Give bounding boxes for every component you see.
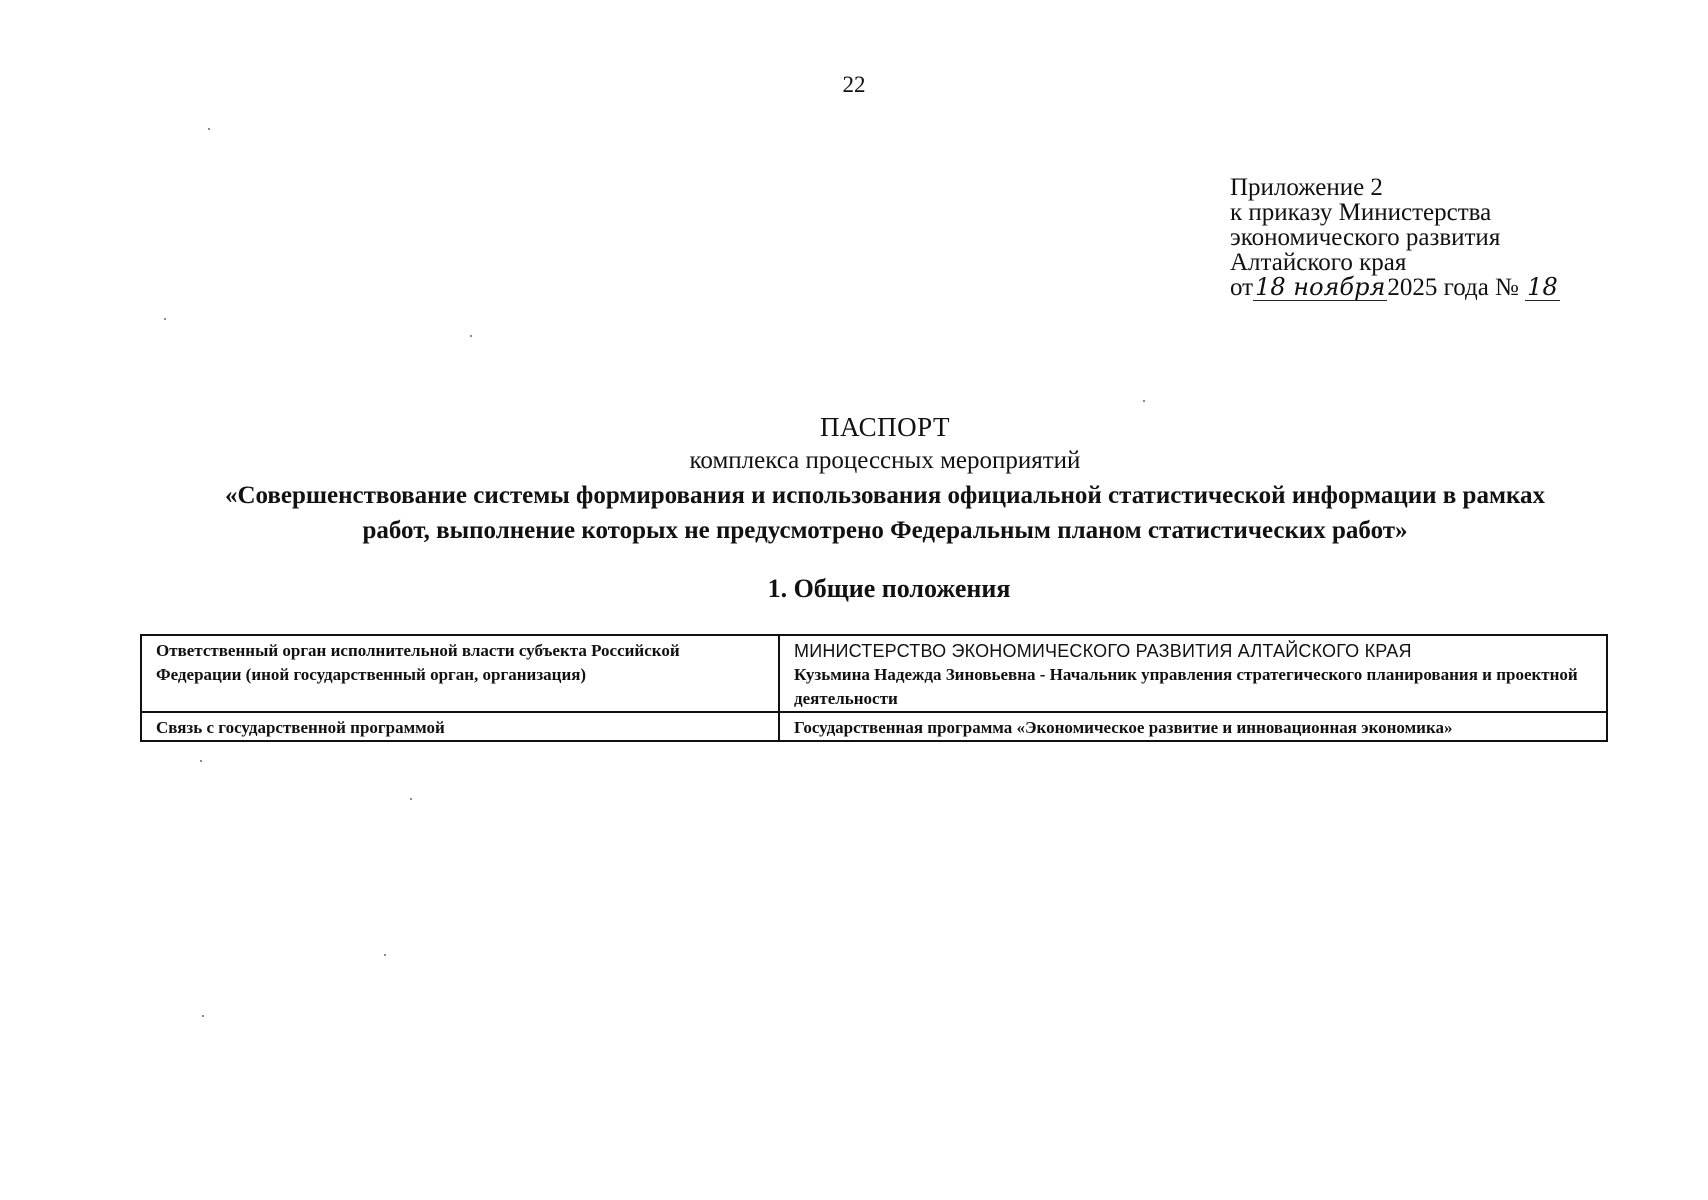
responsible-body-label: Ответственный орган исполнительной власти субъекта Российской Федерации (иной государственный орган, организация): [141, 635, 779, 712]
appendix-line-1: Приложение 2: [1230, 174, 1383, 201]
appendix-date-line: [1230, 275, 1560, 301]
scan-speck: [470, 335, 472, 337]
scan-speck: [202, 1015, 204, 1017]
complex-name-line-1: «Совершенствование системы формирования и использования официальной статистической информации в рамках: [224, 482, 1546, 509]
general-provisions-table: [140, 634, 1608, 742]
program-link-value: Государственная программа «Экономическое развитие и инновационная экономика»: [779, 712, 1607, 741]
page-number: 22: [842, 72, 866, 97]
date-prefix: от: [1230, 274, 1254, 301]
ministry-name: МИНИСТЕРСТВО ЭКОНОМИЧЕСКОГО РАЗВИТИЯ АЛТАЙСКОГО КРАЯ: [794, 641, 1412, 661]
handwritten-date: 18 ноября: [1255, 273, 1386, 301]
appendix-line-3: экономического развития: [1230, 224, 1501, 251]
scan-speck: [410, 798, 412, 800]
section-heading: 1. Общие положения: [767, 574, 1011, 603]
passport-subtitle: комплекса процессных мероприятий: [689, 447, 1081, 474]
scan-speck: [1143, 400, 1145, 402]
appendix-line-4: Алтайского края: [1230, 249, 1407, 276]
scan-speck: [208, 128, 210, 130]
scan-speck: [200, 760, 202, 762]
scan-speck: [164, 318, 166, 320]
appendix-line-2: к приказу Министерства: [1230, 199, 1492, 226]
table-row: [141, 712, 1607, 741]
responsible-body-value: [779, 635, 1607, 712]
handwritten-order-number: 18: [1527, 273, 1558, 301]
program-link-label: Связь с государственной программой: [141, 712, 779, 741]
table-row: [141, 635, 1607, 712]
passport-title-block: [130, 410, 1640, 548]
passport-title: ПАСПОРТ: [820, 412, 950, 442]
scan-speck: [384, 954, 386, 956]
appendix-block: [1230, 175, 1560, 301]
date-suffix: 2025 года №: [1387, 274, 1519, 301]
complex-name-line-2: работ, выполнение которых не предусмотрено Федеральным планом статистических работ»: [362, 517, 1408, 544]
responsible-person: Кузьмина Надежда Зиновьевна - Начальник управления стратегического планирования и проектной деятельности: [794, 665, 1578, 708]
